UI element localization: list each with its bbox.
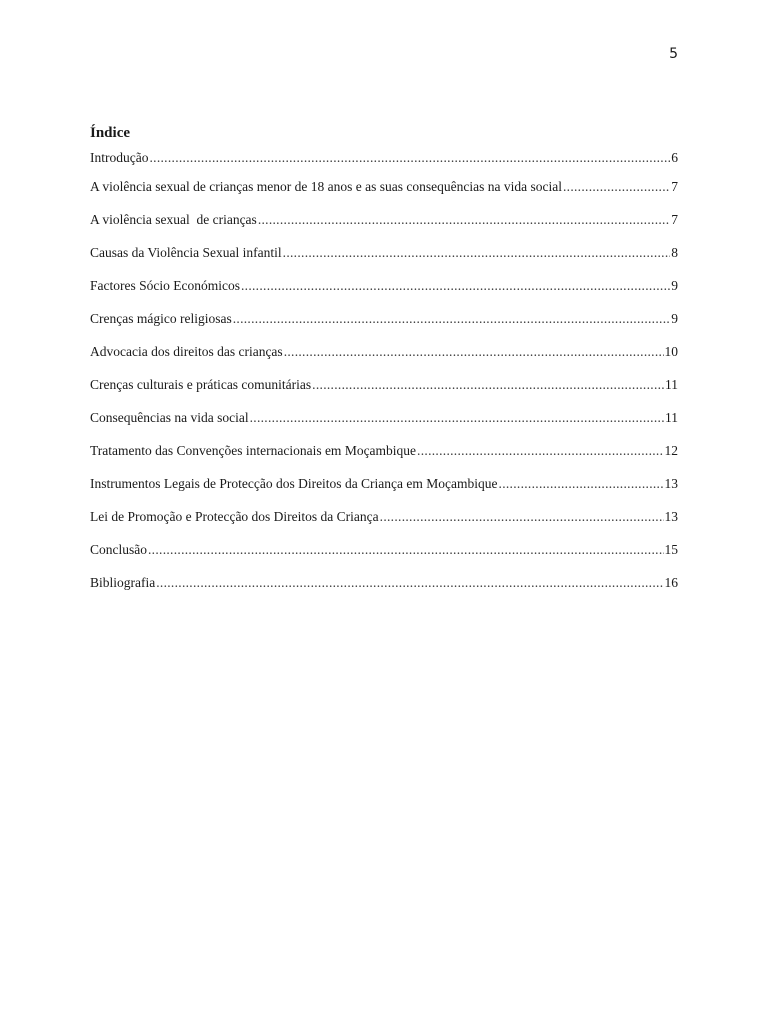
toc-entry[interactable]: [90, 149, 678, 178]
toc-entry-title: A violência sexual de crianças menor de 18 anos e as suas consequências na vida social: [90, 179, 562, 194]
dot-leader: [241, 277, 670, 295]
toc-entry-page: 11: [665, 377, 678, 392]
toc-entry-page: 15: [664, 542, 678, 557]
dot-leader: [312, 376, 664, 394]
toc-entry-title: Causas da Violência Sexual infantil: [90, 245, 282, 260]
toc-entry-title: Advocacia dos direitos das crianças: [90, 344, 283, 359]
toc-list: [90, 149, 678, 607]
toc-entry-page: 8: [671, 245, 678, 260]
toc-entry-page: 16: [664, 575, 678, 590]
toc-entry[interactable]: [90, 442, 678, 475]
toc-entry[interactable]: [90, 343, 678, 376]
dot-leader: [148, 541, 664, 559]
toc-entry[interactable]: [90, 409, 678, 442]
toc-entry-page: 7: [671, 179, 678, 194]
toc-entry[interactable]: [90, 211, 678, 244]
toc-entry-title: Bibliografia: [90, 575, 156, 590]
toc-entry[interactable]: [90, 244, 678, 277]
toc-entry-page: 6: [671, 150, 678, 165]
toc-entry-title: Instrumentos Legais de Protecção dos Direitos da Criança em Moçambique: [90, 476, 498, 491]
toc-entry-page: 12: [664, 443, 678, 458]
toc-entry-page: 10: [664, 344, 678, 359]
toc-entry-page: 13: [664, 509, 678, 524]
dot-leader: [284, 343, 664, 361]
toc-entry-page: 9: [671, 311, 678, 326]
toc-entry[interactable]: [90, 277, 678, 310]
dot-leader: [417, 442, 663, 460]
toc-entry-page: 7: [671, 212, 678, 227]
toc-entry-title: A violência sexual de crianças: [90, 212, 257, 227]
toc-entry-page: 11: [665, 410, 678, 425]
dot-leader: [563, 178, 670, 196]
toc-entry-page: 13: [664, 476, 678, 491]
toc-entry[interactable]: [90, 178, 678, 211]
toc-entry[interactable]: [90, 475, 678, 508]
dot-leader: [283, 244, 671, 262]
dot-leader: [149, 149, 670, 167]
dot-leader: [380, 508, 664, 526]
toc-entry-page: 9: [671, 278, 678, 293]
toc-heading: Índice: [90, 125, 131, 141]
dot-leader: [258, 211, 670, 229]
page-number: 5: [669, 46, 678, 62]
toc-entry-title: Tratamento das Convenções internacionais em Moçambique: [90, 443, 417, 458]
toc-entry-title: Conclusão: [90, 542, 147, 557]
toc-entry[interactable]: [90, 508, 678, 541]
toc-entry[interactable]: [90, 541, 678, 574]
toc-entry-title: Consequências na vida social: [90, 410, 249, 425]
toc-entry-title: Introdução: [90, 150, 149, 165]
toc-entry[interactable]: [90, 574, 678, 607]
toc-entry[interactable]: [90, 376, 678, 409]
dot-leader: [250, 409, 664, 427]
toc-entry-title: Factores Sócio Económicos: [90, 278, 240, 293]
dot-leader: [499, 475, 664, 493]
toc-entry-title: Crenças mágico religiosas: [90, 311, 232, 326]
toc-entry-title: Lei de Promoção e Protecção dos Direitos da Criança: [90, 509, 379, 524]
dot-leader: [233, 310, 671, 328]
table-of-contents: [90, 123, 678, 607]
toc-entry[interactable]: [90, 310, 678, 343]
toc-entry-title: Crenças culturais e práticas comunitárias: [90, 377, 312, 392]
dot-leader: [156, 574, 663, 592]
